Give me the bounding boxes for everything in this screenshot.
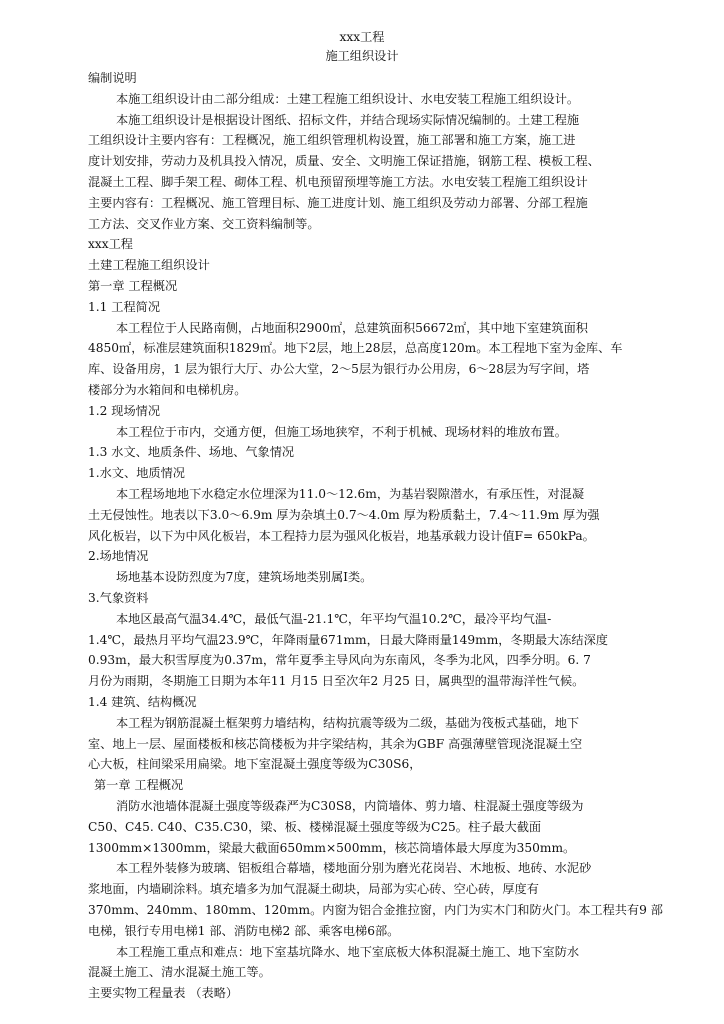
paragraph-line: 库、设备用房，1 层为银行大厅、办公大堂，2～5层为银行办公用房，6～28层为写字间，塔 — [88, 362, 590, 376]
paragraph-line: 本施工组织设计是根据设计图纸、招标文件，并结合现场实际情况编制的。土建工程施 — [116, 113, 580, 127]
doc-title-main: 施工组织设计 — [325, 49, 399, 63]
paragraph-line: 4850㎡，标准层建筑面积1829㎡。地下2层，地上28层，总高度120m。本工程地下室为金库、车 — [88, 341, 623, 355]
paragraph-line: 1.4℃，最热月平均气温23.9℃，年降雨量671mm，日最大降雨量149mm，冬期最大冻结深度 — [88, 633, 608, 647]
section-heading: 主要实物工程量表 （表略） — [88, 986, 239, 1000]
paragraph-line: 月份为雨期，冬期施工日期为本年11 月15 日至次年2 月25 日，属典型的温带海洋性气候。 — [88, 674, 585, 688]
paragraph-line: 工方法、交叉作业方案、交工资料编制等。 — [88, 217, 320, 231]
paragraph-line: 混凝土工程、脚手架工程、砌体工程、机电预留预埋等施工方法。水电安装工程施工组织设计 — [88, 175, 588, 189]
paragraph-line: 电梯，银行专用电梯1 部、消防电梯2 部、乘客电梯6部。 — [88, 924, 400, 938]
paragraph-line: 本工程外装修为玻璃、铝板组合幕墙，楼地面分别为磨光花岗岩、木地板、地砖、水泥砂 — [116, 861, 592, 875]
paragraph-line: 主要内容有：工程概况、施工管理目标、施工进度计划、施工组织及劳动力部署、分部工程施 — [88, 196, 588, 210]
paragraph-line: 心大板，柱间梁采用扁梁。地下室混凝土强度等级为C30S6， — [88, 757, 422, 771]
paragraph-line: 消防水池墙体混凝土强度等级森严为C30S8，内筒墙体、剪力墙、柱混凝土强度等级为 — [116, 799, 584, 813]
paragraph-line: 370mm、240mm、180mm、120mm。内窗为铝合金推拉窗，内门为实木门和防火门。本工程共有9 部 — [88, 903, 663, 917]
paragraph-line: 混凝土施工、清水混凝土施工等。 — [88, 965, 271, 979]
section-heading: 编制说明 — [88, 71, 137, 85]
paragraph-line: 本工程位于市内，交通方便，但施工场地狭窄，不利于机械、现场材料的堆放布置。 — [116, 425, 567, 439]
paragraph-line: 本施工组织设计由二部分组成：土建工程施工组织设计、水电安装工程施工组织设计。 — [116, 92, 580, 106]
paragraph-line: 本工程施工重点和难点：地下室基坑降水、地下室底板大体积混凝土施工、地下室防水 — [116, 945, 580, 959]
paragraph-line: 本工程为钢筋混凝土框架剪力墙结构，结构抗震等级为二级，基础为筏板式基础，地下 — [116, 716, 580, 730]
paragraph-line: 0.93m，最大积雪厚度为0.37m，常年夏季主导风向为东南风，冬季为北风，四季分明。6. 7 — [88, 653, 591, 667]
section-heading: 1.2 现场情况 — [88, 404, 161, 418]
section-heading: 土建工程施工组织设计 — [88, 258, 210, 272]
section-heading: 1.1 工程简况 — [88, 300, 161, 314]
paragraph-line: 浆地面，内墙刷涂料。填充墙多为加气混凝土砌块，局部为实心砖、空心砖，厚度有 — [88, 882, 539, 896]
doc-title-project: xxx工程 — [339, 30, 385, 44]
paragraph-line: 度计划安排，劳动力及机具投入情况，质量、安全、文明施工保证措施，钢筋工程、模板工程、 — [88, 154, 600, 168]
paragraph-line: 土无侵蚀性。地表以下3.0～6.9m 厚为杂填土0.7～4.0m 厚为粉质黏土，7.4～11.9m 厚为强 — [88, 508, 600, 522]
section-heading: xxx工程 — [88, 237, 133, 251]
paragraph-line: 1300mm×1300mm，梁最大截面650mm×500mm，核芯筒墙体最大厚度为350mm。 — [88, 841, 576, 855]
paragraph-line: 工组织设计主要内容有：工程概况，施工组织管理机构设置，施工部署和施工方案，施工进 — [88, 133, 576, 147]
paragraph-line: 室、地上一层、屋面楼板和核芯筒楼板为井字梁结构，其余为GBF 高强薄壁管现浇混凝土空 — [88, 737, 583, 751]
chapter-heading: 第一章 工程概况 — [88, 279, 178, 293]
paragraph-line: 本工程场地地下水稳定水位埋深为11.0～12.6m，为基岩裂隙潜水，有承压性，对混凝 — [116, 487, 585, 501]
paragraph-line: 本工程位于人民路南侧，占地面积2900㎡，总建筑面积56672㎡，其中地下室建筑面积 — [116, 321, 588, 335]
paragraph-line: C50、C45. C40、C35.C30，梁、板、楼梯混凝土强度等级为C25。柱子最大截面 — [88, 820, 542, 834]
section-heading: 1.3 水文、地质条件、场地、气象情况 — [88, 445, 295, 459]
paragraph-line: 楼部分为水箱间和电梯机房。 — [88, 383, 247, 397]
section-heading: 1.4 建筑、结构概况 — [88, 695, 197, 709]
paragraph-line: 本地区最高气温34.4℃，最低气温-21.1℃，年平均气温10.2℃，最冷平均气温- — [116, 612, 552, 626]
paragraph-line: 场地基本设防烈度为7度，建筑场地类别属Ⅰ类。 — [116, 570, 373, 584]
paragraph-line: 风化板岩，以下为中风化板岩，本工程持力层为强风化板岩，地基承载力设计值F= 650kPa。 — [88, 529, 595, 543]
subsection-heading: 3.气象资料 — [88, 591, 149, 605]
subsection-heading: 1.水文、地质情况 — [88, 466, 185, 480]
chapter-heading: 第一章 工程概况 — [94, 778, 184, 792]
subsection-heading: 2.场地情况 — [88, 549, 149, 563]
